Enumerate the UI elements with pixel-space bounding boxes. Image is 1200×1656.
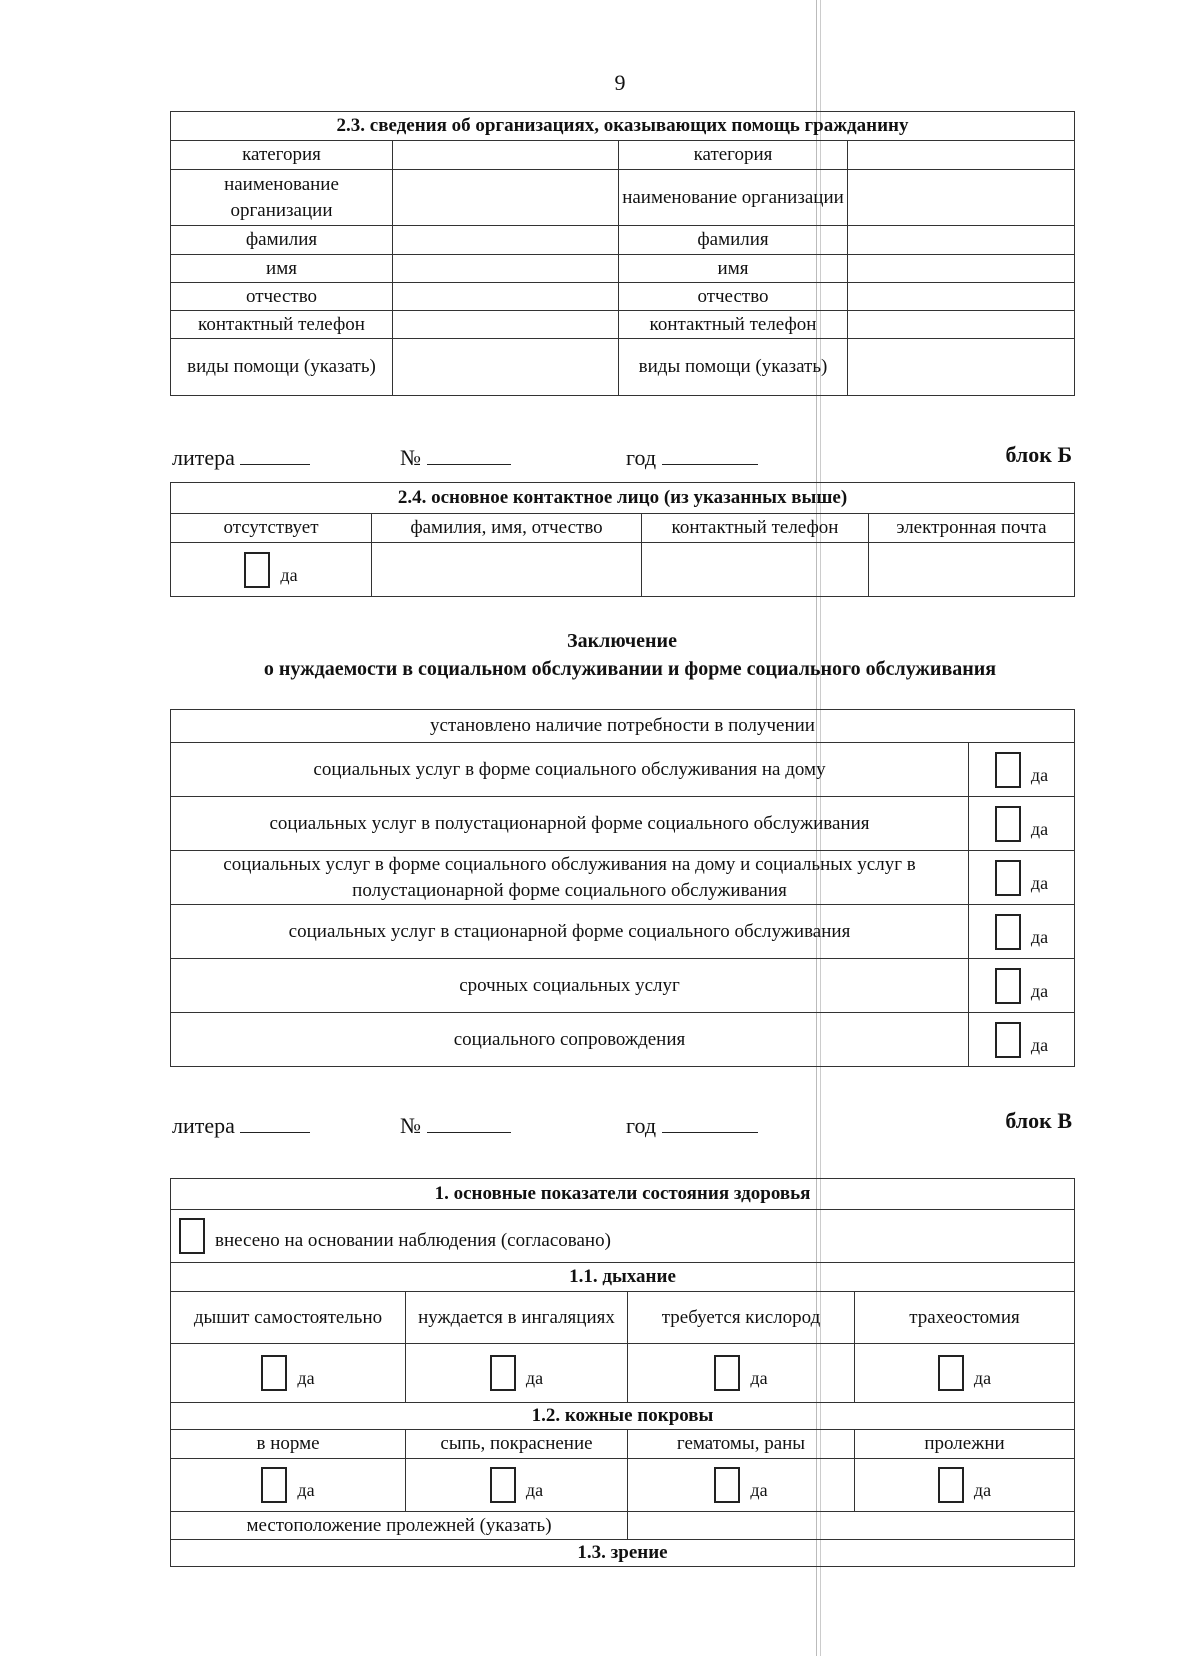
- field-value[interactable]: [848, 141, 1075, 170]
- skin-option-checkbox[interactable]: [261, 1467, 287, 1503]
- email-field[interactable]: [869, 543, 1075, 597]
- year-label: год: [626, 1113, 657, 1138]
- yes-label: да: [297, 1368, 315, 1388]
- field-label: отчество: [619, 283, 848, 311]
- col-phone: контактный телефон: [642, 514, 869, 543]
- field-value[interactable]: [848, 226, 1075, 255]
- number-line-v: [400, 1112, 511, 1139]
- field-value[interactable]: [393, 283, 619, 311]
- field-value[interactable]: [848, 311, 1075, 339]
- bedsore-location-field[interactable]: [628, 1512, 1075, 1540]
- litera-field[interactable]: [240, 444, 310, 465]
- number-label: №: [400, 445, 421, 470]
- conclusion-subtitle: о нуждаемости в социальном обслуживании и форме социального обслуживания: [263, 658, 997, 680]
- yes-label: да: [750, 1480, 768, 1500]
- field-value[interactable]: [393, 170, 619, 226]
- table-row: [171, 339, 1075, 396]
- yes-label: да: [525, 1480, 544, 1500]
- yes-label: да: [525, 1368, 544, 1388]
- yes-label: да: [973, 1368, 992, 1388]
- number-field[interactable]: [427, 1112, 511, 1133]
- breathing-title: 1.1. дыхание: [171, 1263, 1075, 1292]
- litera-field[interactable]: [240, 1112, 310, 1133]
- breathing-option-label: нуждается в ингаляциях: [406, 1292, 628, 1344]
- service-checkbox[interactable]: [995, 1022, 1021, 1058]
- service-checkbox[interactable]: [995, 860, 1021, 896]
- skin-option-label: в норме: [171, 1430, 406, 1459]
- contact-person-table: [170, 482, 1075, 597]
- field-value[interactable]: [848, 339, 1075, 396]
- field-label: виды помощи (указать): [619, 339, 848, 396]
- table-row: [171, 959, 1075, 1013]
- skin-option-checkbox[interactable]: [490, 1467, 516, 1503]
- year-line-v: [626, 1112, 758, 1139]
- litera-label: литера: [172, 1113, 235, 1138]
- yes-label: да: [297, 1480, 315, 1500]
- full-name-field[interactable]: [372, 543, 642, 597]
- litera-line-v: [172, 1112, 310, 1139]
- number-line-b: [400, 444, 511, 471]
- breathing-option-label: требуется кислород: [628, 1292, 855, 1344]
- service-form-label: социальных услуг в стационарной форме социального обслуживания: [171, 905, 969, 959]
- yes-label: да: [750, 1368, 768, 1388]
- service-checkbox[interactable]: [995, 806, 1021, 842]
- field-label: имя: [619, 255, 848, 283]
- conclusion-title: Заключение: [567, 630, 677, 652]
- service-checkbox[interactable]: [995, 914, 1021, 950]
- field-label: фамилия: [171, 226, 393, 255]
- skin-option-label: пролежни: [855, 1430, 1075, 1459]
- field-label: категория: [619, 141, 848, 170]
- table-row: [171, 226, 1075, 255]
- year-line-b: [626, 444, 758, 471]
- yes-label: да: [1030, 764, 1049, 785]
- table-row: [171, 170, 1075, 226]
- field-value[interactable]: [848, 170, 1075, 226]
- field-label: наименование организации: [171, 170, 393, 226]
- breathing-option-checkbox[interactable]: [261, 1355, 287, 1391]
- field-value[interactable]: [393, 339, 619, 396]
- breathing-option-checkbox[interactable]: [714, 1355, 740, 1391]
- yes-label: да: [1030, 1034, 1049, 1055]
- yes-label: да: [280, 564, 298, 585]
- health-table: [170, 1178, 1075, 1567]
- year-field[interactable]: [662, 1112, 758, 1133]
- conclusion-header: установлено наличие потребности в получении: [171, 710, 1075, 743]
- number-label: №: [400, 1113, 421, 1138]
- number-field[interactable]: [427, 444, 511, 465]
- block-b-label: блок Б: [1005, 442, 1072, 467]
- table-row: [171, 797, 1075, 851]
- col-email: электронная почта: [869, 514, 1075, 543]
- table-row: [171, 743, 1075, 797]
- yes-label: да: [1030, 926, 1049, 947]
- yes-label: да: [1030, 872, 1049, 893]
- phone-field[interactable]: [642, 543, 869, 597]
- table-row: [171, 1013, 1075, 1067]
- skin-option-checkbox[interactable]: [714, 1467, 740, 1503]
- service-form-label: социального сопровождения: [171, 1013, 969, 1067]
- breathing-option-checkbox[interactable]: [938, 1355, 964, 1391]
- block-v-label: блок В: [1005, 1108, 1072, 1133]
- field-label: отчество: [171, 283, 393, 311]
- service-checkbox[interactable]: [995, 968, 1021, 1004]
- table-row: [171, 851, 1075, 905]
- field-label: наименование организации: [619, 170, 848, 226]
- field-value[interactable]: [393, 311, 619, 339]
- skin-option-label: сыпь, покраснение: [406, 1430, 628, 1459]
- observed-label: внесено на основании наблюдения (согласовано): [215, 1230, 611, 1251]
- bedsore-location-label: местоположение пролежней (указать): [171, 1512, 628, 1540]
- yes-label: да: [973, 1480, 992, 1500]
- service-form-label: срочных социальных услуг: [171, 959, 969, 1013]
- service-checkbox[interactable]: [995, 752, 1021, 788]
- field-label: виды помощи (указать): [171, 339, 393, 396]
- service-form-label: социальных услуг в форме социального обслуживания на дому и социальных услуг в полустационарной форме социального обслуживания: [171, 851, 969, 905]
- skin-option-label: гематомы, раны: [628, 1430, 855, 1459]
- vision-title: 1.3. зрение: [171, 1540, 1075, 1567]
- observed-checkbox[interactable]: [179, 1218, 205, 1254]
- yes-label: да: [1030, 980, 1049, 1001]
- table-row: [171, 255, 1075, 283]
- table-row: [171, 141, 1075, 170]
- conclusion-table: [170, 709, 1075, 1067]
- field-label: контактный телефон: [171, 311, 393, 339]
- breathing-option-checkbox[interactable]: [490, 1355, 516, 1391]
- field-label: имя: [171, 255, 393, 283]
- litera-label: литера: [172, 445, 235, 470]
- health-title: 1. основные показатели состояния здоровья: [171, 1179, 1075, 1210]
- table-row: [171, 311, 1075, 339]
- absent-checkbox[interactable]: [244, 552, 270, 588]
- field-label: категория: [171, 141, 393, 170]
- field-value[interactable]: [848, 255, 1075, 283]
- year-label: год: [626, 445, 657, 470]
- field-label: фамилия: [619, 226, 848, 255]
- service-form-label: социальных услуг в полустационарной форме социального обслуживания: [171, 797, 969, 851]
- col-absent: отсутствует: [171, 514, 372, 543]
- table-row: [171, 905, 1075, 959]
- field-value[interactable]: [848, 283, 1075, 311]
- year-field[interactable]: [662, 444, 758, 465]
- breathing-option-label: трахеостомия: [855, 1292, 1075, 1344]
- skin-title: 1.2. кожные покровы: [171, 1403, 1075, 1430]
- service-form-label: социальных услуг в форме социального обслуживания на дому: [171, 743, 969, 797]
- col-full-name: фамилия, имя, отчество: [372, 514, 642, 543]
- field-label: контактный телефон: [619, 311, 848, 339]
- yes-label: да: [1030, 818, 1049, 839]
- litera-line-b: [172, 444, 310, 471]
- field-value[interactable]: [393, 226, 619, 255]
- table-row: [171, 283, 1075, 311]
- field-value[interactable]: [393, 141, 619, 170]
- page-number: 9: [614, 70, 626, 95]
- field-value[interactable]: [393, 255, 619, 283]
- breathing-option-label: дышит самостоятельно: [171, 1292, 406, 1344]
- section-2-4-title: 2.4. основное контактное лицо (из указанных выше): [171, 483, 1075, 514]
- skin-option-checkbox[interactable]: [938, 1467, 964, 1503]
- organizations-table: [170, 111, 1075, 396]
- section-2-3-title: 2.3. сведения об организациях, оказывающих помощь гражданину: [171, 112, 1075, 141]
